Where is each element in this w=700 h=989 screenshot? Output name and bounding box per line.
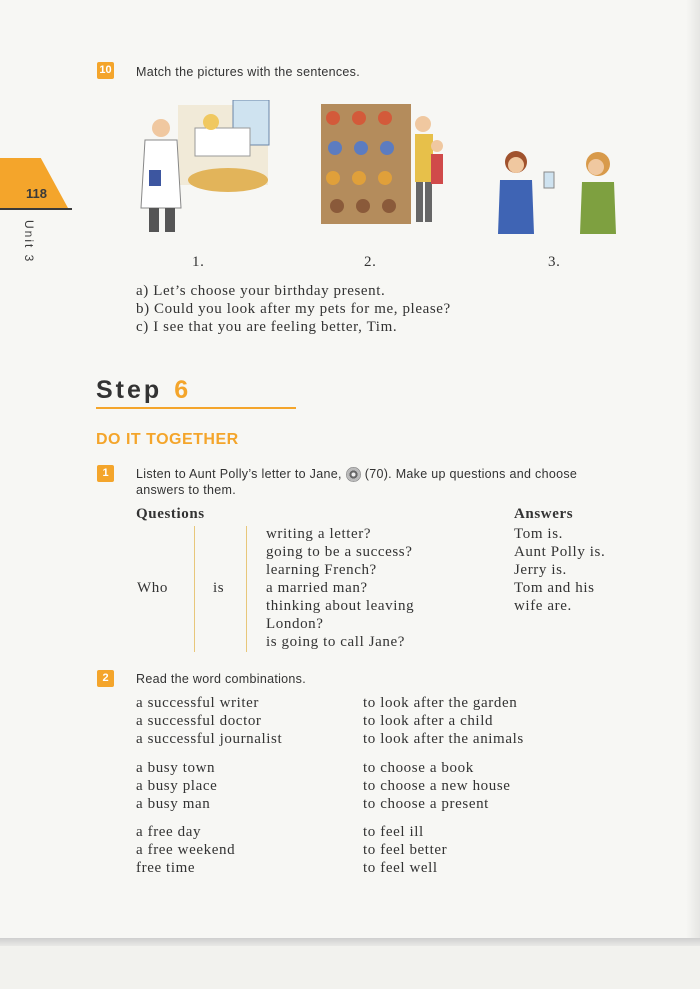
word-combination: a successful writer	[136, 695, 260, 711]
word-combination: a busy man	[136, 796, 211, 812]
answers-header: Answers	[514, 506, 574, 522]
unit-label: Unit 3	[22, 220, 36, 264]
questions-header: Questions	[136, 506, 205, 522]
word-combination: to look after a child	[363, 713, 494, 729]
exercise-1-instruction-line2: answers to them.	[136, 483, 236, 497]
question-ending: writing a letter?	[266, 526, 372, 542]
question-is: is	[213, 580, 225, 596]
exercise-10-badge: 10	[97, 62, 114, 79]
exercise-1-badge: 1	[97, 465, 114, 482]
word-combination: a busy town	[136, 760, 216, 776]
page-number: 118	[26, 186, 47, 201]
table-divider-2	[246, 526, 247, 652]
section-subtitle: DO IT TOGETHER	[96, 431, 239, 448]
answer-item: Aunt Polly is.	[514, 544, 606, 560]
question-ending: going to be a success?	[266, 544, 413, 560]
word-combination: a successful journalist	[136, 731, 283, 747]
exercise-10-instruction: Match the pictures with the sentences.	[136, 65, 361, 79]
word-combination: to look after the animals	[363, 731, 524, 747]
word-combination: to feel well	[363, 860, 438, 876]
question-who: Who	[137, 580, 168, 596]
word-combination: a successful doctor	[136, 713, 262, 729]
answer-item: Tom is.	[514, 526, 563, 542]
step-underline	[96, 407, 296, 409]
word-combination: to feel ill	[363, 824, 424, 840]
exercise-2-instruction: Read the word combinations.	[136, 672, 306, 686]
word-combination: a free weekend	[136, 842, 236, 858]
word-combination: to choose a book	[363, 760, 474, 776]
picture-toy-shop	[321, 104, 447, 228]
exercise-1-instruction-line1	[136, 467, 577, 482]
word-combination: to look after the garden	[363, 695, 518, 711]
question-ending: a married man?	[266, 580, 368, 596]
word-combination: to choose a present	[363, 796, 489, 812]
page-edge-shadow	[686, 0, 700, 940]
question-ending: London?	[266, 616, 324, 632]
step-number: 6	[174, 376, 192, 404]
picture-doctor-visit	[133, 100, 273, 240]
sentence-b: b) Could you look after my pets for me, please?	[136, 301, 451, 317]
picture-two-girls	[492, 148, 622, 236]
answer-item: Jerry is.	[514, 562, 567, 578]
table-divider-1	[194, 526, 195, 652]
side-divider	[0, 208, 72, 210]
word-combination: to feel better	[363, 842, 448, 858]
question-ending: thinking about leaving	[266, 598, 415, 614]
picture-label-2: 2.	[364, 254, 377, 270]
sentence-c: c) I see that you are feeling better, Tim.	[136, 319, 398, 335]
exercise-1-track: (70). Make up questions and choose	[364, 467, 578, 481]
word-combination: to choose a new house	[363, 778, 511, 794]
exercise-1-instruction-text: Listen to Aunt Polly’s letter to Jane,	[136, 467, 342, 481]
word-combination: a free day	[136, 824, 202, 840]
word-combination: a busy place	[136, 778, 218, 794]
question-ending: learning French?	[266, 562, 377, 578]
exercise-2-badge: 2	[97, 670, 114, 687]
step-word: Step	[96, 376, 163, 404]
answer-item: wife are.	[514, 598, 572, 614]
sentence-a: a) Let’s choose your birthday present.	[136, 283, 386, 299]
audio-cd-icon	[346, 467, 361, 482]
page-bottom-edge	[0, 938, 700, 946]
picture-label-1: 1.	[192, 254, 205, 270]
picture-label-3: 3.	[548, 254, 561, 270]
question-ending: is going to call Jane?	[266, 634, 406, 650]
step-heading	[96, 376, 191, 405]
answer-item: Tom and his	[514, 580, 595, 596]
word-combination: free time	[136, 860, 196, 876]
